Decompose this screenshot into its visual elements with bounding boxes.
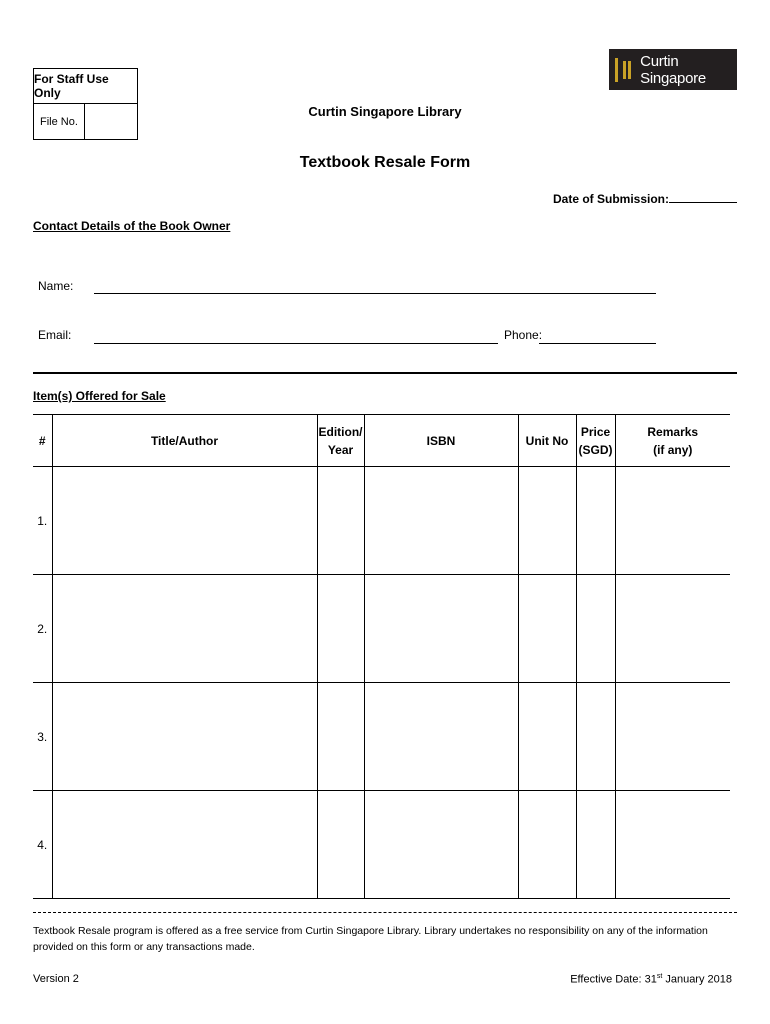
isbn-cell[interactable] <box>364 683 518 791</box>
title-author-cell[interactable] <box>52 683 317 791</box>
col-price <box>576 415 615 467</box>
remarks-cell[interactable] <box>615 683 730 791</box>
unit-no-cell[interactable] <box>518 683 576 791</box>
curtin-crest-icon <box>615 58 634 82</box>
table-row <box>33 575 730 683</box>
contact-section-heading: Contact Details of the Book Owner <box>33 219 231 233</box>
table-row <box>33 467 730 575</box>
items-table <box>33 414 730 899</box>
name-field[interactable] <box>94 293 656 294</box>
row-number: 4. <box>33 791 52 899</box>
disclaimer-text: Textbook Resale program is offered as a free service from Curtin Singapore Library. Library undertakes no responsibility on any of the information provided on this form or any transactions made. <box>33 925 708 953</box>
title-author-cell[interactable] <box>52 791 317 899</box>
form-title: Textbook Resale Form <box>299 154 471 171</box>
version-text: Version 2 <box>33 973 79 985</box>
row-number: 1. <box>33 467 52 575</box>
phone-label: Phone: <box>504 328 543 342</box>
row-number: 3. <box>33 683 52 791</box>
dashed-divider <box>33 912 737 913</box>
col-isbn: ISBN <box>364 415 518 467</box>
table-row <box>33 791 730 899</box>
unit-no-cell[interactable] <box>518 791 576 899</box>
col-edition-line2: Year <box>327 442 354 457</box>
section-divider <box>33 372 737 374</box>
email-label: Email: <box>38 328 72 342</box>
isbn-cell[interactable] <box>364 575 518 683</box>
date-of-submission-field[interactable] <box>669 190 737 203</box>
price-cell[interactable] <box>576 791 615 899</box>
phone-field[interactable] <box>539 343 656 344</box>
effective-date-sup: st <box>656 973 663 980</box>
staff-use-heading: For Staff Use Only <box>34 69 137 104</box>
row-number: 2. <box>33 575 52 683</box>
col-unit-no: Unit No <box>518 415 576 467</box>
unit-no-cell[interactable] <box>518 467 576 575</box>
items-section-heading: Item(s) Offered for Sale <box>33 389 166 403</box>
remarks-cell[interactable] <box>615 791 730 899</box>
col-edition-line1: Edition/ <box>318 424 363 439</box>
curtin-logo <box>609 49 737 90</box>
col-edition-year <box>317 415 364 467</box>
col-remarks-line2: (if any) <box>653 442 693 457</box>
price-cell[interactable] <box>576 683 615 791</box>
name-label: Name: <box>38 279 74 293</box>
effective-date <box>570 973 732 986</box>
date-of-submission <box>553 190 737 206</box>
effective-date-prefix: Effective Date: 31 <box>570 973 657 986</box>
table-header-row <box>33 415 730 467</box>
isbn-cell[interactable] <box>364 467 518 575</box>
date-of-submission-label: Date of Submission: <box>552 192 669 206</box>
table-row <box>33 683 730 791</box>
edition-year-cell[interactable] <box>317 683 364 791</box>
remarks-cell[interactable] <box>615 575 730 683</box>
isbn-cell[interactable] <box>364 791 518 899</box>
title-author-cell[interactable] <box>52 467 317 575</box>
col-num: # <box>33 415 52 467</box>
file-no-label: File No. <box>34 104 85 139</box>
edition-year-cell[interactable] <box>317 467 364 575</box>
effective-date-suffix: January 2018 <box>662 973 732 986</box>
library-title: Curtin Singapore Library <box>308 104 462 119</box>
col-remarks <box>615 415 730 467</box>
remarks-cell[interactable] <box>615 467 730 575</box>
edition-year-cell[interactable] <box>317 791 364 899</box>
unit-no-cell[interactable] <box>518 575 576 683</box>
col-price-line1: Price <box>580 424 611 439</box>
edition-year-cell[interactable] <box>317 575 364 683</box>
col-title-author: Title/Author <box>52 415 317 467</box>
price-cell[interactable] <box>576 575 615 683</box>
logo-text: Curtin Singapore <box>640 52 706 87</box>
price-cell[interactable] <box>576 467 615 575</box>
email-field[interactable] <box>94 343 498 344</box>
col-remarks-line1: Remarks <box>647 424 699 439</box>
title-author-cell[interactable] <box>52 575 317 683</box>
col-price-line2: (SGD) <box>578 442 613 457</box>
